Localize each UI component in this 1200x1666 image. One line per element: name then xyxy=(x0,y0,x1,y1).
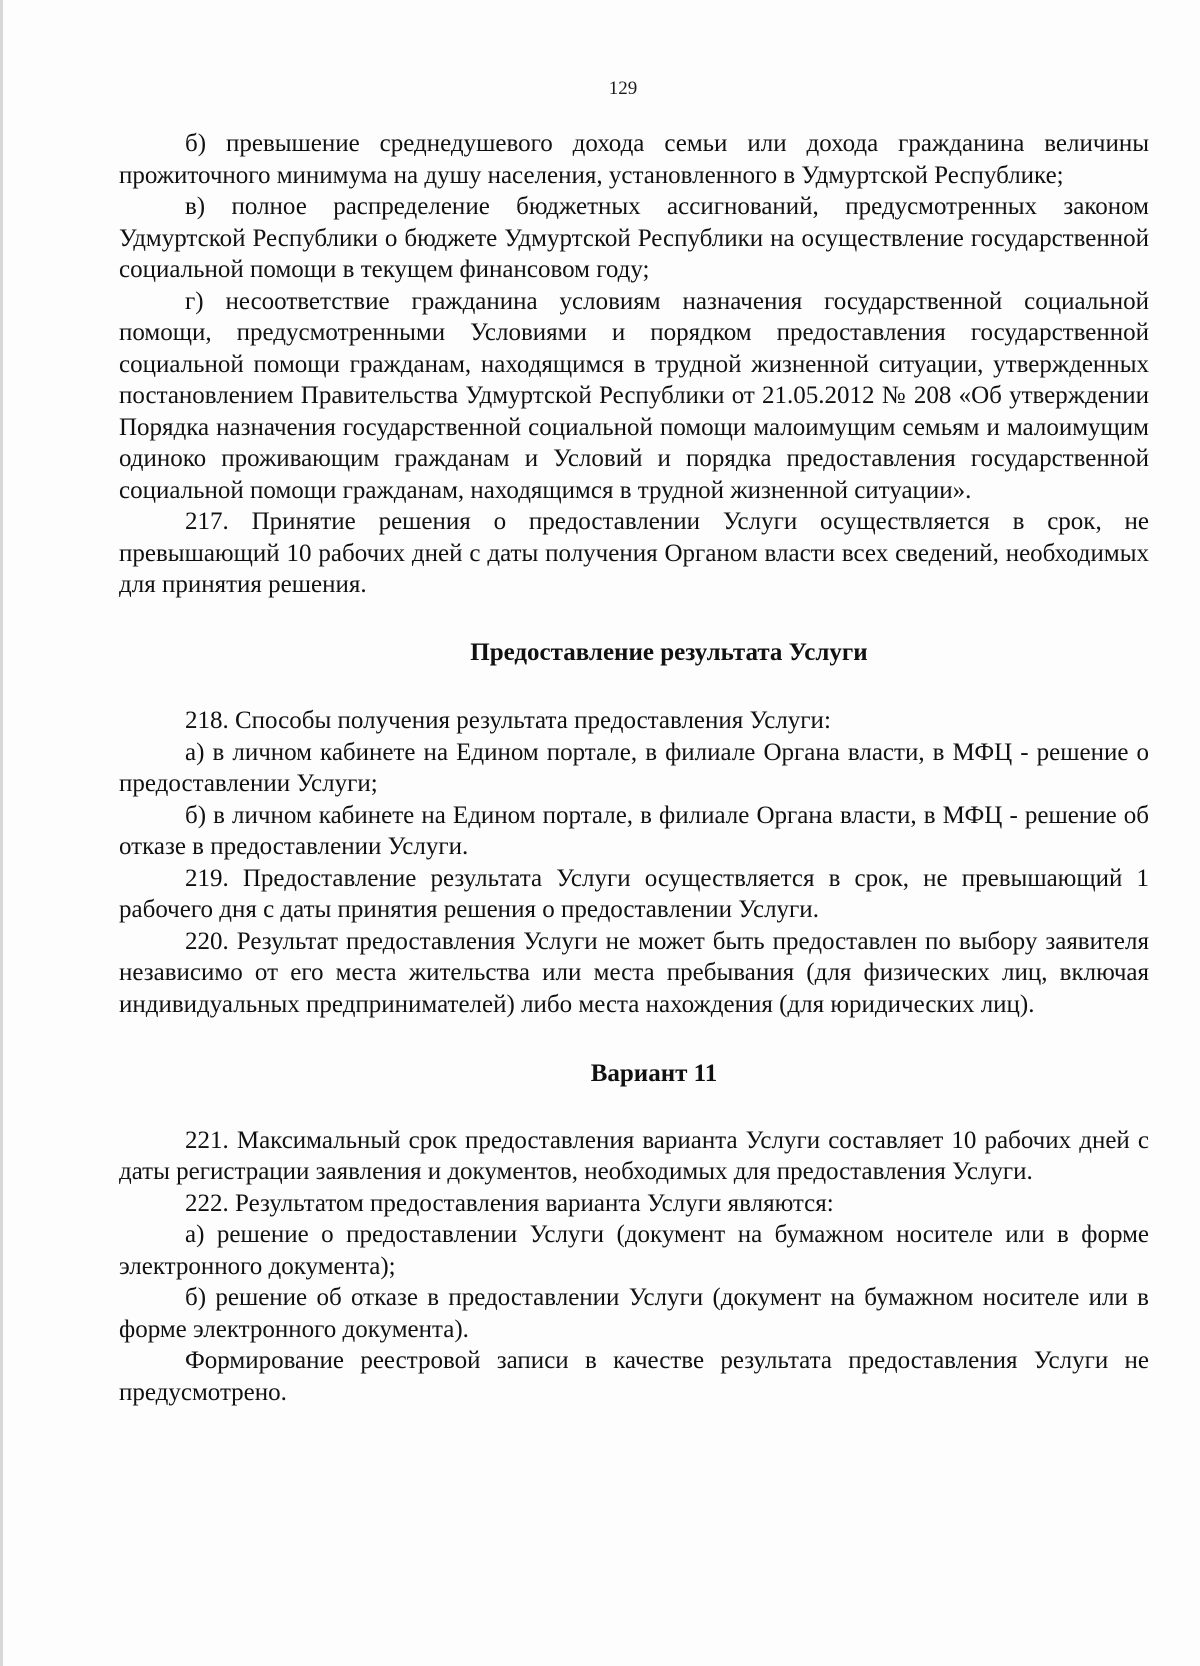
paragraph-b-income: б) превышение среднедушевого дохода семьи или дохода гражданина величины прожиточного минимума на душу населения, установленного в Удмуртской Республике; xyxy=(119,130,1149,189)
paragraph-218-a: а) в личном кабинете на Едином портале, в филиале Органа власти, в МФЦ - решение о предоставлении Услуги; xyxy=(119,738,1149,797)
document-body xyxy=(119,128,1149,1408)
paragraph-g-conditions: г) несоответствие гражданина условиям назначения государственной социальной помощи, предусмотренными Условиями и порядком предоставления государственной социальной помощи гражданам, находящимся в трудной жизненной ситуации, утвержденных постановлением Правительства Удмуртской Республики от 21.05.2012 № 208 «Об утверждении Порядка назначения государственной социальной помощи малоимущим семьям и малоимущим одиноко проживающим гражданам и Условий и порядка предоставления государственной социальной помощи гражданам, находящимся в трудной жизненной ситуации». xyxy=(119,287,1149,504)
paragraph-220: 220. Результат предоставления Услуги не может быть предоставлен по выбору заявителя независимо от его места жительства или места пребывания (для физических лиц, включая индивидуальных предпринимателей) либо места нахождения (для юридических лиц). xyxy=(119,927,1149,1018)
section-heading-result: Предоставление результата Услуги xyxy=(470,638,868,666)
paragraph-registry-record: Формирование реестровой записи в качестве результата предоставления Услуги не предусмотрено. xyxy=(119,1347,1149,1406)
paragraph-221: 221. Максимальный срок предоставления варианта Услуги составляет 10 рабочих дней с даты регистрации заявления и документов, необходимых для предоставления Услуги. xyxy=(119,1126,1149,1185)
paragraph-222-b: б) решение об отказе в предоставлении Услуги (документ на бумажном носителе или в форме электронного документа). xyxy=(119,1284,1149,1343)
paragraph-219: 219. Предоставление результата Услуги осуществляется в срок, не превышающий 1 рабочего дня с даты принятия решения о предоставлении Услуги. xyxy=(119,864,1149,923)
paragraph-v-budget: в) полное распределение бюджетных ассигнований, предусмотренных законом Удмуртской Республики о бюджете Удмуртской Республики на осуществление государственной социальной помощи в текущем финансовом году; xyxy=(119,193,1149,283)
paragraph-218-b: б) в личном кабинете на Едином портале, в филиале Органа власти, в МФЦ - решение об отказе в предоставлении Услуги. xyxy=(119,801,1149,860)
page-number: 129 xyxy=(608,78,638,99)
section-heading-variant-11: Вариант 11 xyxy=(590,1060,718,1087)
paragraph-222-a: а) решение о предоставлении Услуги (документ на бумажном носителе или в форме электронного документа); xyxy=(119,1221,1149,1280)
paragraph-217: 217. Принятие решения о предоставлении Услуги осуществляется в срок, не превышающий 10 рабочих дней с даты получения Органом власти всех сведений, необходимых для принятия решения. xyxy=(119,508,1149,598)
paragraph-218: 218. Способы получения результата предоставления Услуги: xyxy=(185,707,831,734)
paragraph-222: 222. Результатом предоставления варианта Услуги являются: xyxy=(185,1189,834,1217)
